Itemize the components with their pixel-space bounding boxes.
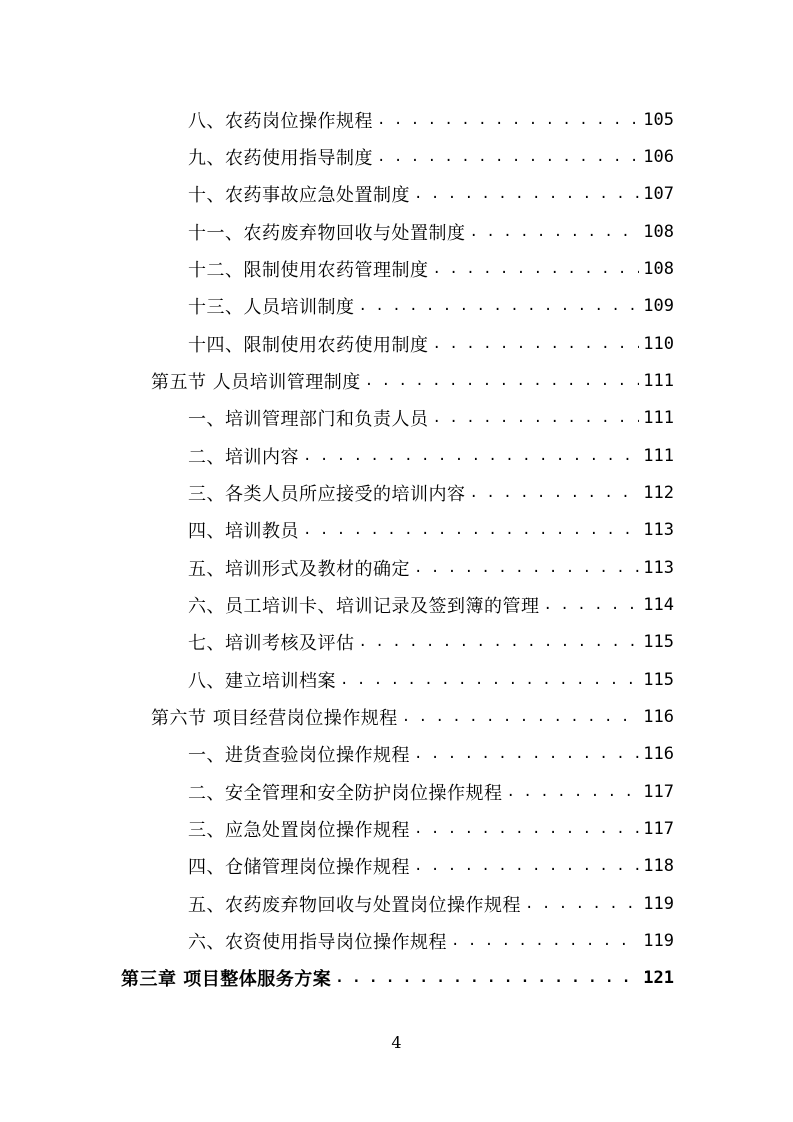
toc-entry-page: 116 xyxy=(643,743,674,764)
toc-dot-leader xyxy=(414,821,639,837)
toc-entry-page: 109 xyxy=(643,295,674,316)
toc-dot-leader xyxy=(359,298,640,314)
toc-entry-page: 111 xyxy=(643,445,674,466)
toc-entry-page: 117 xyxy=(643,781,674,802)
toc-entry[interactable] xyxy=(188,287,674,324)
toc-entry-page: 121 xyxy=(643,967,674,988)
toc-entry-title: 八、农药岗位操作规程 xyxy=(188,110,373,132)
toc-entry[interactable] xyxy=(188,773,674,810)
toc-dot-leader xyxy=(303,448,639,464)
toc-entry[interactable] xyxy=(188,511,674,548)
toc-dot-leader xyxy=(335,970,639,986)
toc-entry-page: 119 xyxy=(643,930,674,951)
toc-entry-title: 六、员工培训卡、培训记录及签到簿的管理 xyxy=(188,595,540,617)
toc-dot-leader xyxy=(414,186,639,202)
toc-entry-page: 111 xyxy=(643,407,674,428)
toc-entry-title: 八、建立培训档案 xyxy=(188,670,336,692)
toc-dot-leader xyxy=(507,784,640,800)
toc-entry-page: 112 xyxy=(643,482,674,503)
toc-entry-page: 115 xyxy=(643,669,674,690)
toc-entry-title: 十、农药事故应急处置制度 xyxy=(188,184,410,206)
toc-entry-page: 113 xyxy=(643,557,674,578)
toc-entry-page: 106 xyxy=(643,146,674,167)
toc-entry[interactable] xyxy=(188,810,674,847)
toc-entry[interactable] xyxy=(188,586,674,623)
toc-entry[interactable] xyxy=(188,250,674,287)
toc-entry[interactable] xyxy=(188,175,674,212)
toc-entry-page: 119 xyxy=(643,893,674,914)
toc-entry-title: 十三、人员培训制度 xyxy=(188,296,355,318)
toc-dot-leader xyxy=(470,485,640,501)
toc-entry[interactable] xyxy=(188,138,674,175)
toc-entry-title: 五、培训形式及教材的确定 xyxy=(188,558,410,580)
toc-entry-title: 六、农资使用指导岗位操作规程 xyxy=(188,931,447,953)
toc-entry-title: 十二、限制使用农药管理制度 xyxy=(188,259,429,281)
toc-entry-title: 一、培训管理部门和负责人员 xyxy=(188,408,429,430)
toc-dot-leader xyxy=(340,672,639,688)
toc-dot-leader xyxy=(433,410,640,426)
toc-entry-title: 第六节 项目经营岗位操作规程 xyxy=(151,707,398,729)
toc-entry-page: 113 xyxy=(643,519,674,540)
toc-dot-leader xyxy=(402,709,640,725)
toc-entry[interactable] xyxy=(188,661,674,698)
toc-entry-page: 114 xyxy=(643,594,674,615)
toc-entry-title: 十一、农药废弃物回收与处置制度 xyxy=(188,222,466,244)
page-number: 4 xyxy=(391,1033,402,1052)
toc-entry[interactable] xyxy=(188,885,674,922)
toc-entry[interactable] xyxy=(188,549,674,586)
toc-dot-leader xyxy=(303,522,639,538)
toc-dot-leader xyxy=(414,858,639,874)
toc-entry-title: 第三章 项目整体服务方案 xyxy=(121,968,332,990)
toc-entry-page: 117 xyxy=(643,818,674,839)
toc-entry-page: 105 xyxy=(643,109,674,130)
toc-chapter-entry[interactable] xyxy=(121,959,674,996)
toc-entry-page: 118 xyxy=(643,855,674,876)
toc-entry-page: 115 xyxy=(643,631,674,652)
toc-dot-leader xyxy=(451,933,639,949)
toc-entry-title: 十四、限制使用农药使用制度 xyxy=(188,334,429,356)
toc-entry[interactable] xyxy=(188,213,674,250)
toc-entry-page: 107 xyxy=(643,183,674,204)
toc-entry-title: 四、培训教员 xyxy=(188,520,299,542)
toc-entry-page: 116 xyxy=(643,706,674,727)
toc-dot-leader xyxy=(377,112,639,128)
toc-dot-leader xyxy=(470,224,640,240)
toc-entry-page: 108 xyxy=(643,221,674,242)
toc-entry-page: 108 xyxy=(643,258,674,279)
toc-entry-page: 110 xyxy=(643,333,674,354)
toc-entry[interactable] xyxy=(188,847,674,884)
toc-entry[interactable] xyxy=(188,474,674,511)
toc-entry[interactable] xyxy=(188,437,674,474)
toc-dot-leader xyxy=(544,597,640,613)
toc-dot-leader xyxy=(414,746,639,762)
toc-entry-title: 二、培训内容 xyxy=(188,446,299,468)
toc-entry[interactable] xyxy=(188,623,674,660)
toc-entry[interactable] xyxy=(188,325,674,362)
toc-dot-leader xyxy=(359,634,640,650)
toc-dot-leader xyxy=(525,896,639,912)
toc-entry-title: 五、农药废弃物回收与处置岗位操作规程 xyxy=(188,894,521,916)
toc-entry[interactable] xyxy=(188,101,674,138)
toc-dot-leader xyxy=(433,261,640,277)
toc-entry[interactable] xyxy=(188,735,674,772)
toc-entry-title: 四、仓储管理岗位操作规程 xyxy=(188,856,410,878)
toc-dot-leader xyxy=(365,373,640,389)
toc-entry[interactable] xyxy=(188,922,674,959)
toc-entry-title: 三、应急处置岗位操作规程 xyxy=(188,819,410,841)
toc-entry-title: 三、各类人员所应接受的培训内容 xyxy=(188,483,466,505)
toc-entry[interactable] xyxy=(188,399,674,436)
toc-dot-leader xyxy=(433,336,640,352)
toc-dot-leader xyxy=(377,149,639,165)
toc-entry-title: 一、进货查验岗位操作规程 xyxy=(188,744,410,766)
toc-section-entry[interactable] xyxy=(151,362,674,399)
toc-section-entry[interactable] xyxy=(151,698,674,735)
toc-entry-title: 二、安全管理和安全防护岗位操作规程 xyxy=(188,782,503,804)
toc-entry-page: 111 xyxy=(643,370,674,391)
toc-dot-leader xyxy=(414,560,639,576)
toc-entry-title: 第五节 人员培训管理制度 xyxy=(151,371,361,393)
toc-entry-title: 九、农药使用指导制度 xyxy=(188,147,373,169)
toc-entry-title: 七、培训考核及评估 xyxy=(188,632,355,654)
